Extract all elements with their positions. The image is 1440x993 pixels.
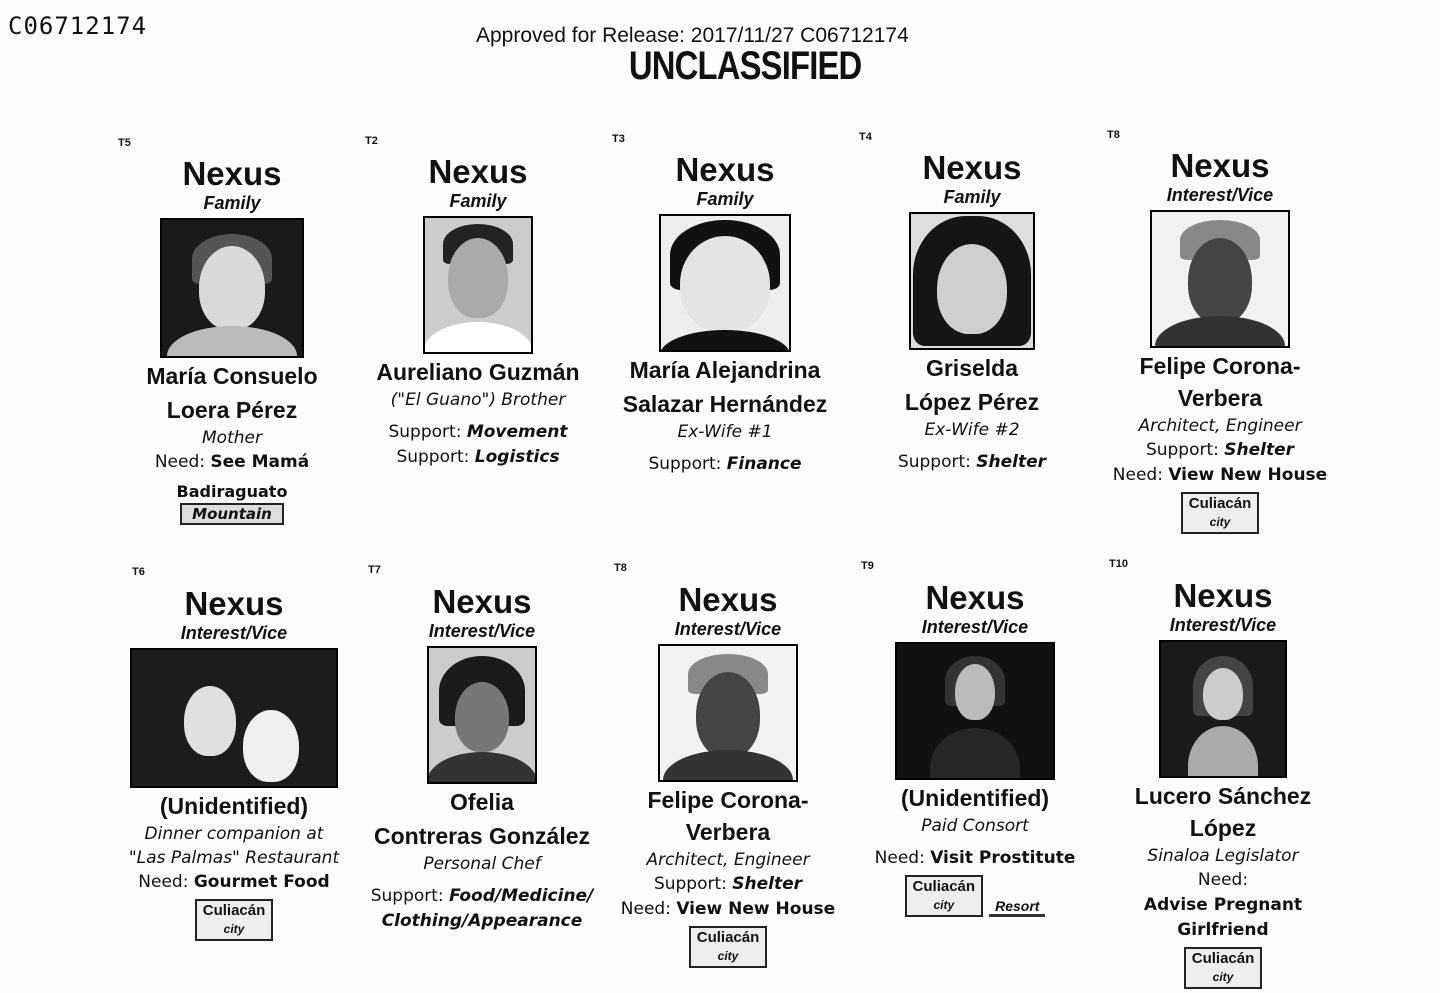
person-role: ("El Guano") Brother [390,390,566,410]
nexus-category: Family [203,193,261,213]
person-name: María Alejandrina [629,357,821,383]
nexus-category: Family [943,187,1001,207]
person-role: Mother [202,428,262,448]
need-line: Advise Pregnant Girlfriend [1143,895,1303,940]
nexus-category: Interest/Vice [180,623,288,643]
person-name: (Unidentified) [900,785,1050,811]
card-tag: T2 [365,135,378,147]
person-photo [1150,210,1290,348]
city-icon: Culiacán city [195,899,274,941]
person-name: Griselda [925,355,1019,381]
nexus-heading: Nexus [432,583,532,620]
person-role: Ex-Wife #1 [677,422,773,442]
nexus-category: Interest/Vice [674,619,782,639]
nexus-heading: Nexus [184,585,284,622]
person-photo [909,212,1035,350]
support-line: Clothing/Appearance [381,911,583,931]
support-line: Support: Finance [648,454,802,474]
need-line: Need: Gourmet Food [138,872,330,892]
need-line: Need: [1197,870,1249,890]
person-name: Felipe Corona-Verbera [647,787,809,845]
need-line: Need: View New House [1112,465,1328,485]
card-tag: T5 [118,137,131,149]
nexus-heading: Nexus [922,149,1022,186]
city-icon: Culiacán city [1181,492,1260,534]
person-name: Felipe Corona-Verbera [1139,353,1301,411]
resort-icon: Resort [989,884,1045,917]
person-photo [895,642,1055,780]
person-photo [659,214,791,352]
person-name: Loera Pérez [166,397,298,423]
card-tag: T3 [612,133,625,145]
support-line: Support: Shelter [897,452,1047,472]
nexus-card [855,580,1095,917]
nexus-category: Interest/Vice [921,617,1029,637]
nexus-card [1100,148,1340,534]
person-name: (Unidentified) [159,793,309,819]
person-role: Personal Chef [423,854,541,874]
person-name: María Consuelo [146,363,318,389]
nexus-card [358,154,598,470]
support-line: Support: Logistics [396,447,560,467]
nexus-category: Interest/Vice [1166,185,1274,205]
person-photo [427,646,537,784]
nexus-card [362,584,602,934]
support-line: Support: Movement [388,422,568,442]
person-name: Aureliano Guzmán [376,359,580,385]
person-photo [1159,640,1287,778]
person-role: Architect, Engineer [646,850,810,870]
person-name: Ofelia [450,789,514,815]
person-photo [423,216,533,354]
card-tag: T7 [368,564,381,576]
nexus-category: Interest/Vice [1169,615,1277,635]
classification-banner: UNCLASSIFIED [628,44,862,88]
person-role: "Las Palmas" Restaurant [128,848,340,868]
card-tag: T4 [859,131,872,143]
document-id: C06712174 [8,12,148,40]
card-tag: T9 [861,560,874,572]
nexus-category: Family [449,191,507,211]
city-icon: Culiacán city [1184,947,1263,989]
nexus-card [114,586,354,941]
need-line: Need: Visit Prostitute [874,848,1076,868]
nexus-card [605,152,845,477]
nexus-heading: Nexus [1173,577,1273,614]
person-role: Dinner companion at [144,824,324,844]
nexus-card [852,150,1092,475]
card-tag: T8 [1107,129,1120,141]
need-line: Need: See Mamá [154,452,310,472]
nexus-card [608,582,848,968]
nexus-heading: Nexus [1170,147,1270,184]
nexus-card [1103,578,1343,989]
person-role: Paid Consort [921,816,1029,836]
nexus-heading: Nexus [675,151,775,188]
card-tag: T10 [1109,558,1128,570]
person-role: Sinaloa Legislator [1147,846,1299,866]
nexus-category: Family [696,189,754,209]
mountain-icon: Mountain [180,503,284,525]
nexus-heading: Nexus [182,155,282,192]
person-role: Ex-Wife #2 [924,420,1020,440]
person-photo [658,644,798,782]
person-name: Salazar Hernández [622,391,828,417]
support-line: Support: Shelter [653,874,803,894]
nexus-category: Interest/Vice [428,621,536,641]
person-name: Lucero Sánchez López [1134,783,1312,841]
nexus-heading: Nexus [428,153,528,190]
city-icon: Culiacán city [689,926,768,968]
card-tag: T6 [132,566,145,578]
place-label: Badiraguato [176,482,288,501]
support-line: Support: Food/Medicine/ [370,886,594,906]
city-icon: Culiacán city [905,875,984,917]
person-photo [130,648,338,788]
card-tag: T8 [614,562,627,574]
person-photo [160,218,304,358]
person-name: Contreras González [374,823,590,849]
nexus-card [112,156,352,525]
nexus-heading: Nexus [678,581,778,618]
person-name: López Pérez [904,389,1040,415]
need-line: Need: View New House [620,899,836,919]
person-role: Architect, Engineer [1138,416,1302,436]
support-line: Support: Shelter [1145,440,1295,460]
nexus-heading: Nexus [925,579,1025,616]
release-stamp: Approved for Release: 2017/11/27 C06712174 [476,24,909,47]
